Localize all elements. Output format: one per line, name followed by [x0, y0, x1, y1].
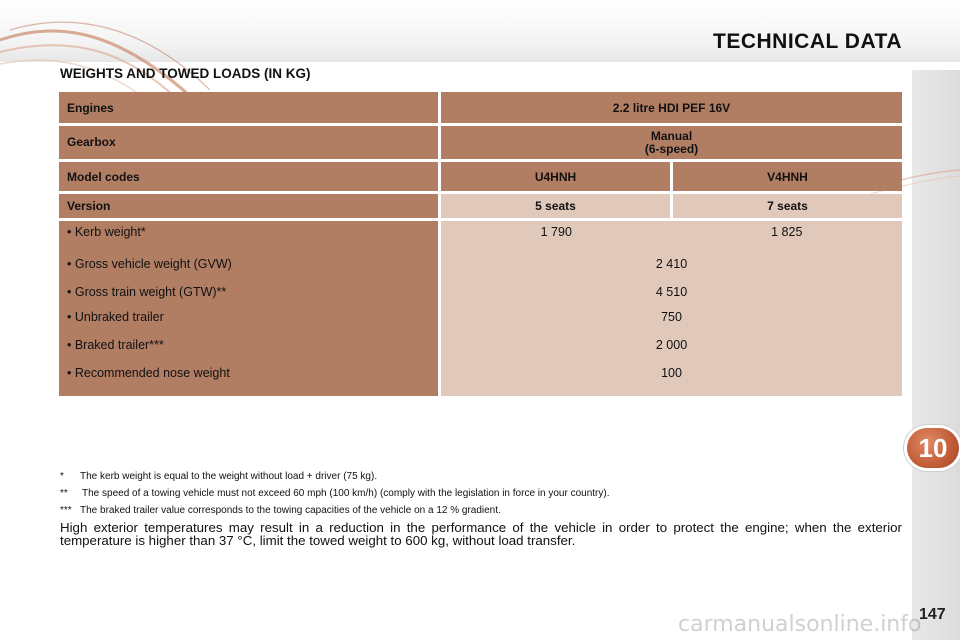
page-number: 147: [919, 606, 946, 623]
row-label: • Recommended nose weight: [67, 365, 230, 380]
gtw-value: 4 510: [655, 284, 688, 299]
table-row: [441, 253, 902, 281]
version-7-seats: 7 seats: [673, 194, 902, 218]
braked-trailer-value: 2 000: [655, 338, 688, 353]
side-strip: [912, 70, 960, 640]
table-row: [441, 281, 902, 309]
kerb-weight-5-seats: 1 790: [540, 225, 572, 239]
table-row: [441, 336, 902, 364]
version-5-seats: 5 seats: [441, 194, 670, 218]
kerb-weight-7-seats: 1 825: [771, 225, 803, 239]
footnote-marker: ***: [60, 505, 72, 516]
row-label: • Gross train weight (GTW)**: [67, 284, 227, 299]
footnote-text: The braked trailer value corresponds to the towing capacities of the vehicle on a 12 % gradient.: [80, 505, 501, 516]
engines-label: Engines: [59, 92, 438, 123]
footnote-text: The kerb weight is equal to the weight without load + driver (75 kg).: [80, 471, 378, 482]
temperature-paragraph: High exterior temperatures may result in a reduction in the performance of the vehicle in order to protect the engine; when the exterior temperature is higher than 37 °C, limit the towed weight to 600 kg, without load transfer.: [60, 520, 902, 548]
model-code-2: V4HNH: [673, 162, 902, 191]
nose-weight-value: 100: [661, 365, 682, 380]
model-codes-label: Model codes: [59, 162, 438, 191]
row-values: [441, 221, 902, 396]
gvw-value: 2 410: [655, 256, 688, 271]
unbraked-trailer-value: 750: [661, 310, 682, 325]
footnote-marker: *: [60, 471, 64, 482]
footnote-text: The speed of a towing vehicle must not exceed 60 mph (100 km/h) (comply with the legislation in force in your country).: [82, 488, 610, 499]
gearbox-value: [441, 126, 902, 159]
section-title: WEIGHTS AND TOWED LOADS (IN KG): [60, 66, 311, 81]
page-title: TECHNICAL DATA: [713, 30, 902, 53]
engines-value: 2.2 litre HDI PEF 16V: [441, 92, 902, 123]
footnote-marker: **: [60, 488, 68, 499]
footnote: [60, 470, 902, 483]
version-label: Version: [59, 194, 438, 218]
table-row: [441, 364, 902, 392]
table-row: [441, 225, 902, 253]
footnote: [60, 487, 902, 500]
weights-body: [59, 221, 902, 396]
row-label: • Gross vehicle weight (GVW): [67, 256, 232, 271]
row-label: • Kerb weight*: [67, 225, 146, 239]
chapter-badge: 10: [907, 428, 959, 468]
row-label: • Braked trailer***: [67, 338, 164, 353]
gearbox-value-line2: (6-speed): [644, 141, 699, 156]
model-code-1: U4HNH: [441, 162, 670, 191]
row-label: • Unbraked trailer: [67, 310, 164, 325]
row-labels: [59, 221, 438, 396]
table-row: [441, 308, 902, 336]
footnote: [60, 504, 902, 517]
weights-table: [59, 92, 902, 396]
gearbox-value-line1: Manual: [650, 128, 693, 143]
gearbox-label: Gearbox: [59, 126, 438, 159]
footnotes: [60, 470, 902, 547]
watermark: carmanualsonline.info: [678, 612, 922, 637]
